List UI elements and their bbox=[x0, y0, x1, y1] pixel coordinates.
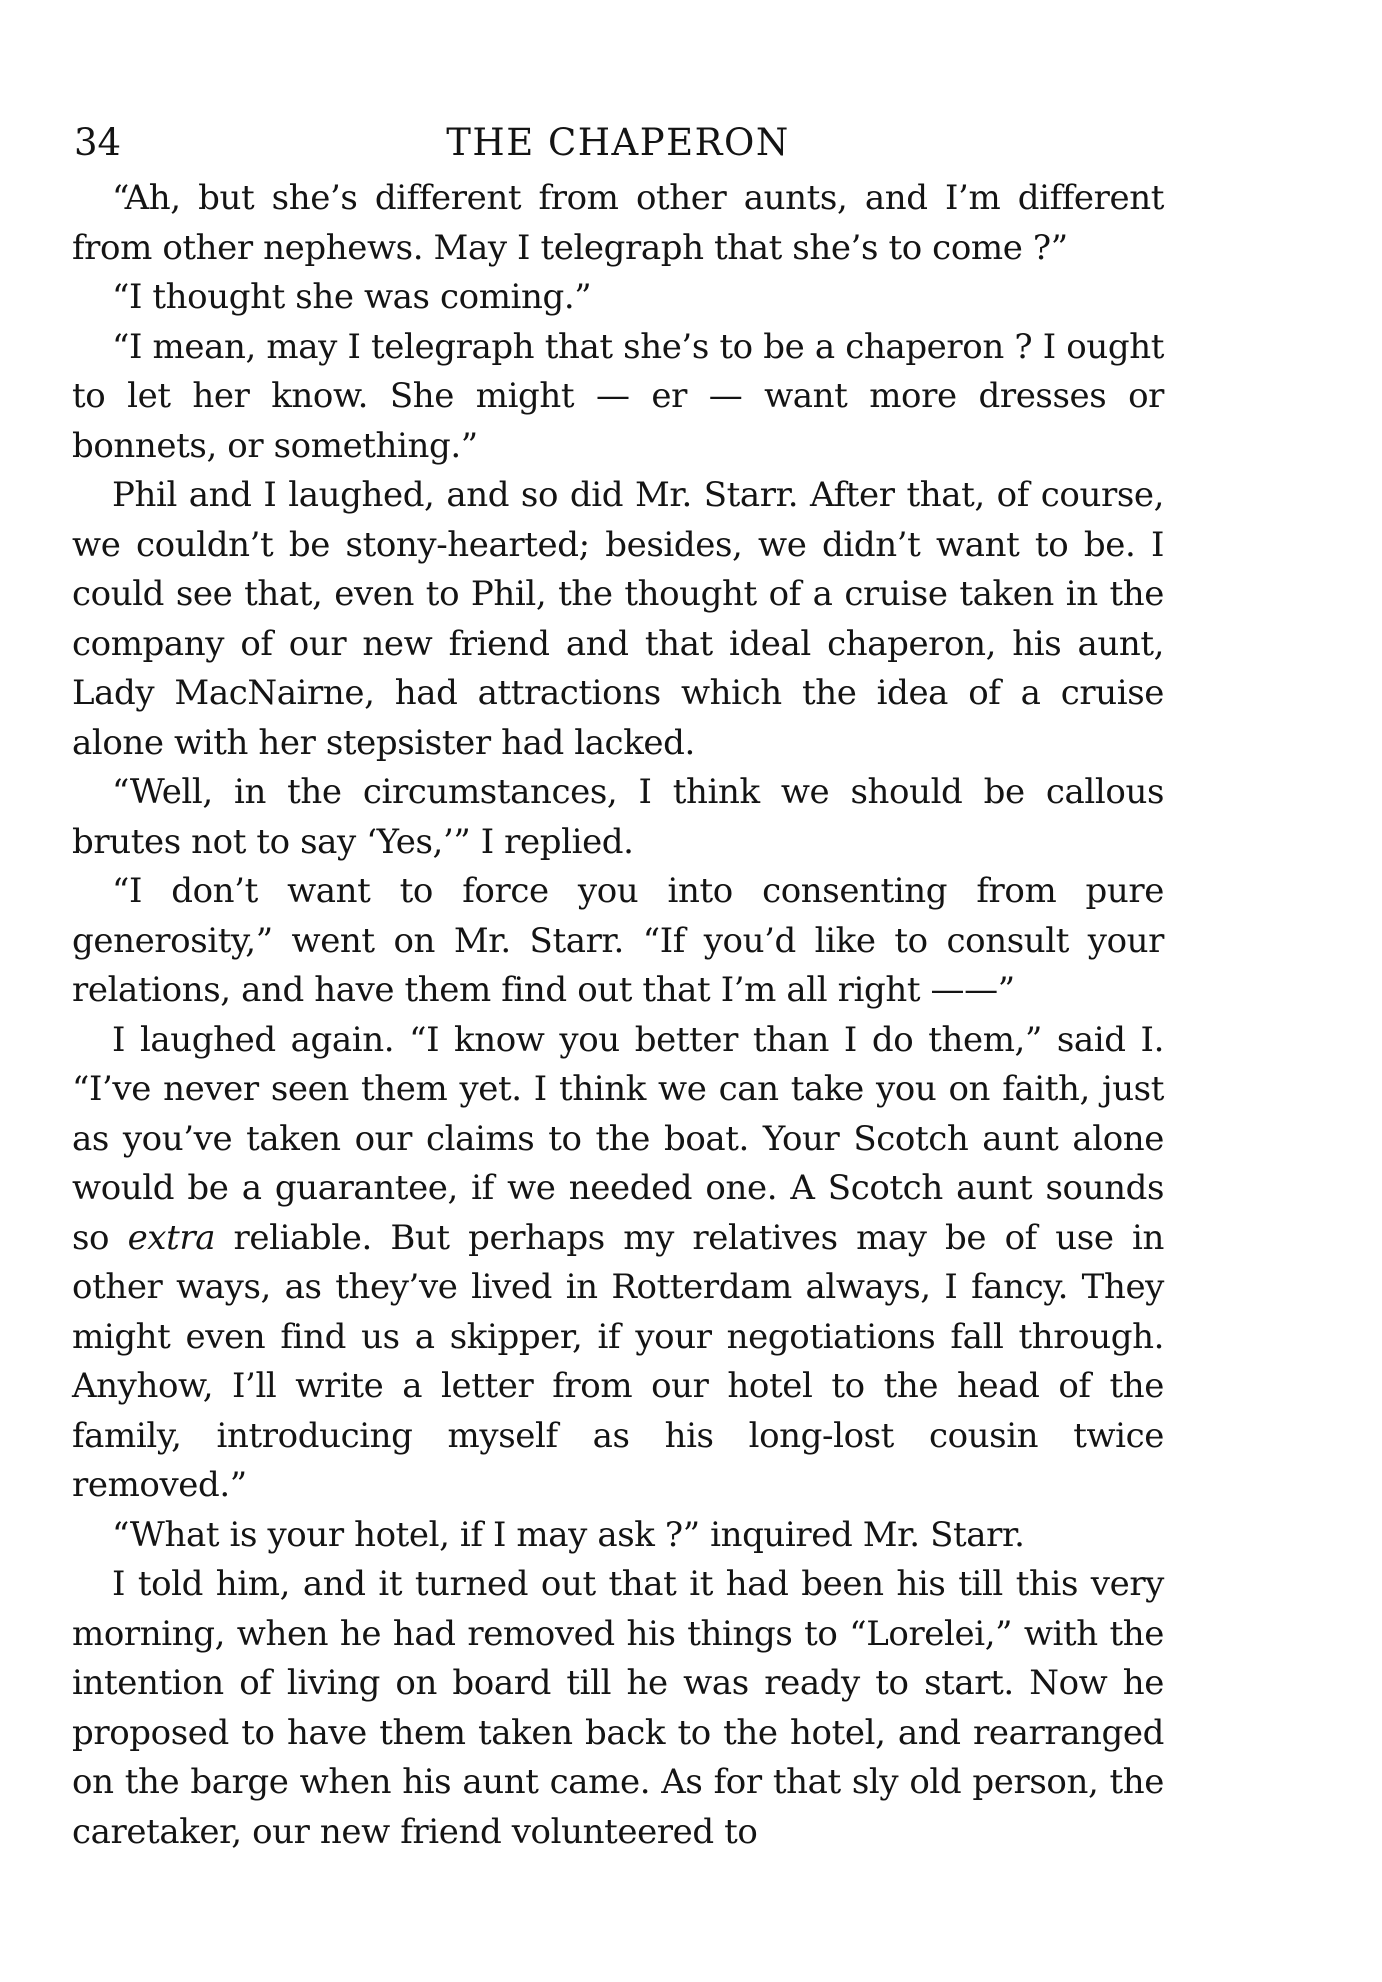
paragraph-3: “I mean, may I telegraph that she’s to be a chaperon ? I ought to let her know. She might — er — want more dresses or bonnets, or something.” bbox=[72, 326, 1164, 466]
paragraph-8: “What is your hotel, if I may ask ?” inquired Mr. Starr. bbox=[112, 1514, 1025, 1555]
paragraph-7-start: I laughed again. “I know you better than I do them,” said I. “I’ve never seen them yet. I think we can take you on faith, just as you’ve taken our claims to the boat. Your Scotch aunt alone would be a guarantee, if we needed one. A Scotch aunt sounds so bbox=[72, 1019, 1164, 1258]
running-title: THE CHAPERON bbox=[446, 121, 790, 164]
page-number: 34 bbox=[74, 121, 122, 164]
paragraph-1: “Ah, but she’s different from other aunts, and I’m different from other nephews. May I telegraph that she’s to come ?” bbox=[72, 178, 1164, 268]
emphasis-extra: extra bbox=[127, 1217, 216, 1258]
paragraph-2: “I thought she was coming.” bbox=[112, 277, 592, 317]
book-page bbox=[72, 118, 1164, 1857]
paragraph-4: Phil and I laughed, and so did Mr. Starr. After that, of course, we couldn’t be stony-hearted; besides, we didn’t want to be. I could see that, even to Phil, the thought of a cruise taken in the company of our new friend and that ideal chaperon, his aunt, Lady MacNairne, had attractions which the idea of a cruise alone with her stepsister had lacked. bbox=[72, 475, 1164, 763]
paragraph-5: “Well, in the circumstances, I think we should be callous brutes not to say ‘Yes,’” I replied. bbox=[72, 772, 1164, 862]
paragraph-7-end: reliable. But perhaps my relatives may be of use in other ways, as they’ve lived in Rotterdam always, I fancy. They might even find us a skipper, if your negotiations fall through. Anyhow, I’ll write a letter from our hotel to the head of the family, introducing myself as his long-lost cousin twice removed.” bbox=[72, 1217, 1164, 1505]
paragraph-9: I told him, and it turned out that it had been his till this very morning, when he had removed his things to “Lorelei,” with the intention of living on board till he was ready to start. Now he proposed to have them taken back to the hotel, and rearranged on the barge when his aunt came. As for that sly old person, the caretaker, our new friend volunteered to bbox=[72, 1564, 1164, 1852]
page-header bbox=[72, 118, 1164, 174]
paragraph-7 bbox=[72, 1016, 1164, 1511]
body-text bbox=[72, 174, 1164, 1857]
paragraph-6: “I don’t want to force you into consenting from pure generosity,” went on Mr. Starr. “If you’d like to consult your relations, and have them find out that I’m all right ——” bbox=[72, 871, 1164, 1010]
